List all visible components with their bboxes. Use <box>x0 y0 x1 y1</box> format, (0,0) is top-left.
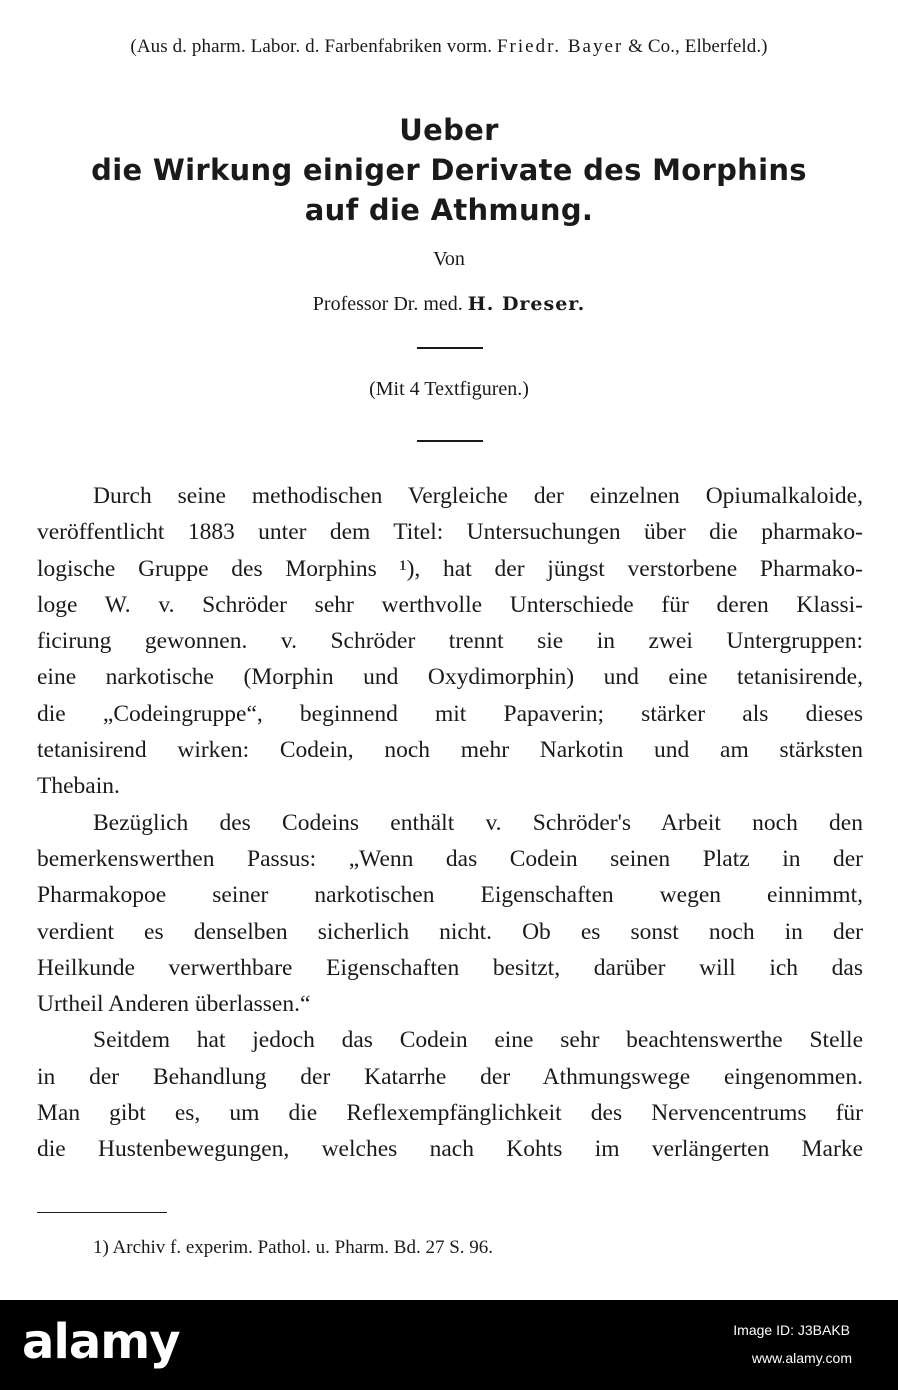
author-prefix: Professor Dr. med. <box>312 293 463 315</box>
stock-logo: alamy <box>22 1314 180 1370</box>
text-line: Man gibt es, um die Reflexempfänglichkeit des Nervencentrums für <box>37 1100 863 1127</box>
text-line: verdient es denselben sicherlich nicht. Ob es sonst noch in der <box>37 918 863 945</box>
text-line: veröffentlicht 1883 unter dem Titel: Untersuchungen über die pharmako- <box>37 519 863 546</box>
title-line-1: Ueber <box>399 113 499 147</box>
text-line: Pharmakopoe seiner narkotischen Eigenschaften wegen einnimmt, <box>37 882 863 909</box>
divider-rule-top <box>417 347 483 349</box>
byline-von: Von <box>433 248 465 270</box>
lab-header-part2: & Co., Elberfeld.) <box>628 36 768 57</box>
paragraph-3 <box>37 1022 863 1167</box>
text-line: eine narkotische (Morphin und Oxydimorphin) und eine tetanisirende, <box>37 664 863 691</box>
divider-rule-bottom <box>417 440 483 442</box>
text-line: tetanisirend wirken: Codein, noch mehr Narkotin und am stärksten <box>37 737 863 764</box>
author-name: H. Dreser. <box>467 293 586 315</box>
body-text <box>37 478 863 1168</box>
text-line: Urtheil Anderen überlassen.“ <box>37 991 311 1018</box>
text-line: die „Codeingruppe“, beginnend mit Papaverin; stärker als dieses <box>37 700 863 727</box>
article-title <box>0 110 898 230</box>
paragraph-1 <box>37 478 863 805</box>
text-line: loge W. v. Schröder sehr werthvolle Unterschiede für deren Klassi- <box>37 591 863 618</box>
footnote-rule <box>37 1212 167 1213</box>
text-line: die Hustenbewegungen, welches nach Kohts im verlängerten Marke <box>37 1136 863 1163</box>
text-line: Durch seine methodischen Vergleiche der einzelnen Opiumalkaloide, <box>93 483 863 509</box>
title-line-2: die Wirkung einiger Derivate des Morphins <box>91 153 807 187</box>
text-line: Thebain. <box>37 773 120 800</box>
stock-image-id: Image ID: J3BAKB <box>733 1322 850 1338</box>
text-line: logische Gruppe des Morphins ¹), hat der jüngst verstorbene Pharmako- <box>37 555 863 582</box>
title-line-3: auf die Athmung. <box>304 193 594 227</box>
lab-header-company: Friedr. Bayer <box>496 36 624 57</box>
paragraph-2 <box>37 805 863 1023</box>
text-line: Bezüglich des Codeins enthält v. Schröder's Arbeit noch den <box>93 809 863 836</box>
footnote: 1) Archiv f. experim. Pathol. u. Pharm. Bd. 27 S. 96. <box>93 1237 494 1258</box>
stock-url: www.alamy.com <box>751 1350 852 1366</box>
figures-note: (Mit 4 Textfiguren.) <box>369 378 529 400</box>
text-line: in der Behandlung der Katarrhe der Athmungswege eingenommen. <box>37 1063 863 1090</box>
text-line: Heilkunde verwerthbare Eigenschaften besitzt, darüber will ich das <box>37 954 863 981</box>
author-line <box>0 293 898 316</box>
lab-header-part1: (Aus d. pharm. Labor. d. Farbenfabriken vorm. <box>130 36 493 57</box>
text-line: ficirung gewonnen. v. Schröder trennt sie in zwei Untergruppen: <box>37 628 863 655</box>
laboratory-header <box>0 36 898 58</box>
text-line: Seitdem hat jedoch das Codein eine sehr beachtenswerthe Stelle <box>93 1027 863 1054</box>
text-line: bemerkenswerthen Passus: „Wenn das Codein seinen Platz in der <box>37 845 863 872</box>
